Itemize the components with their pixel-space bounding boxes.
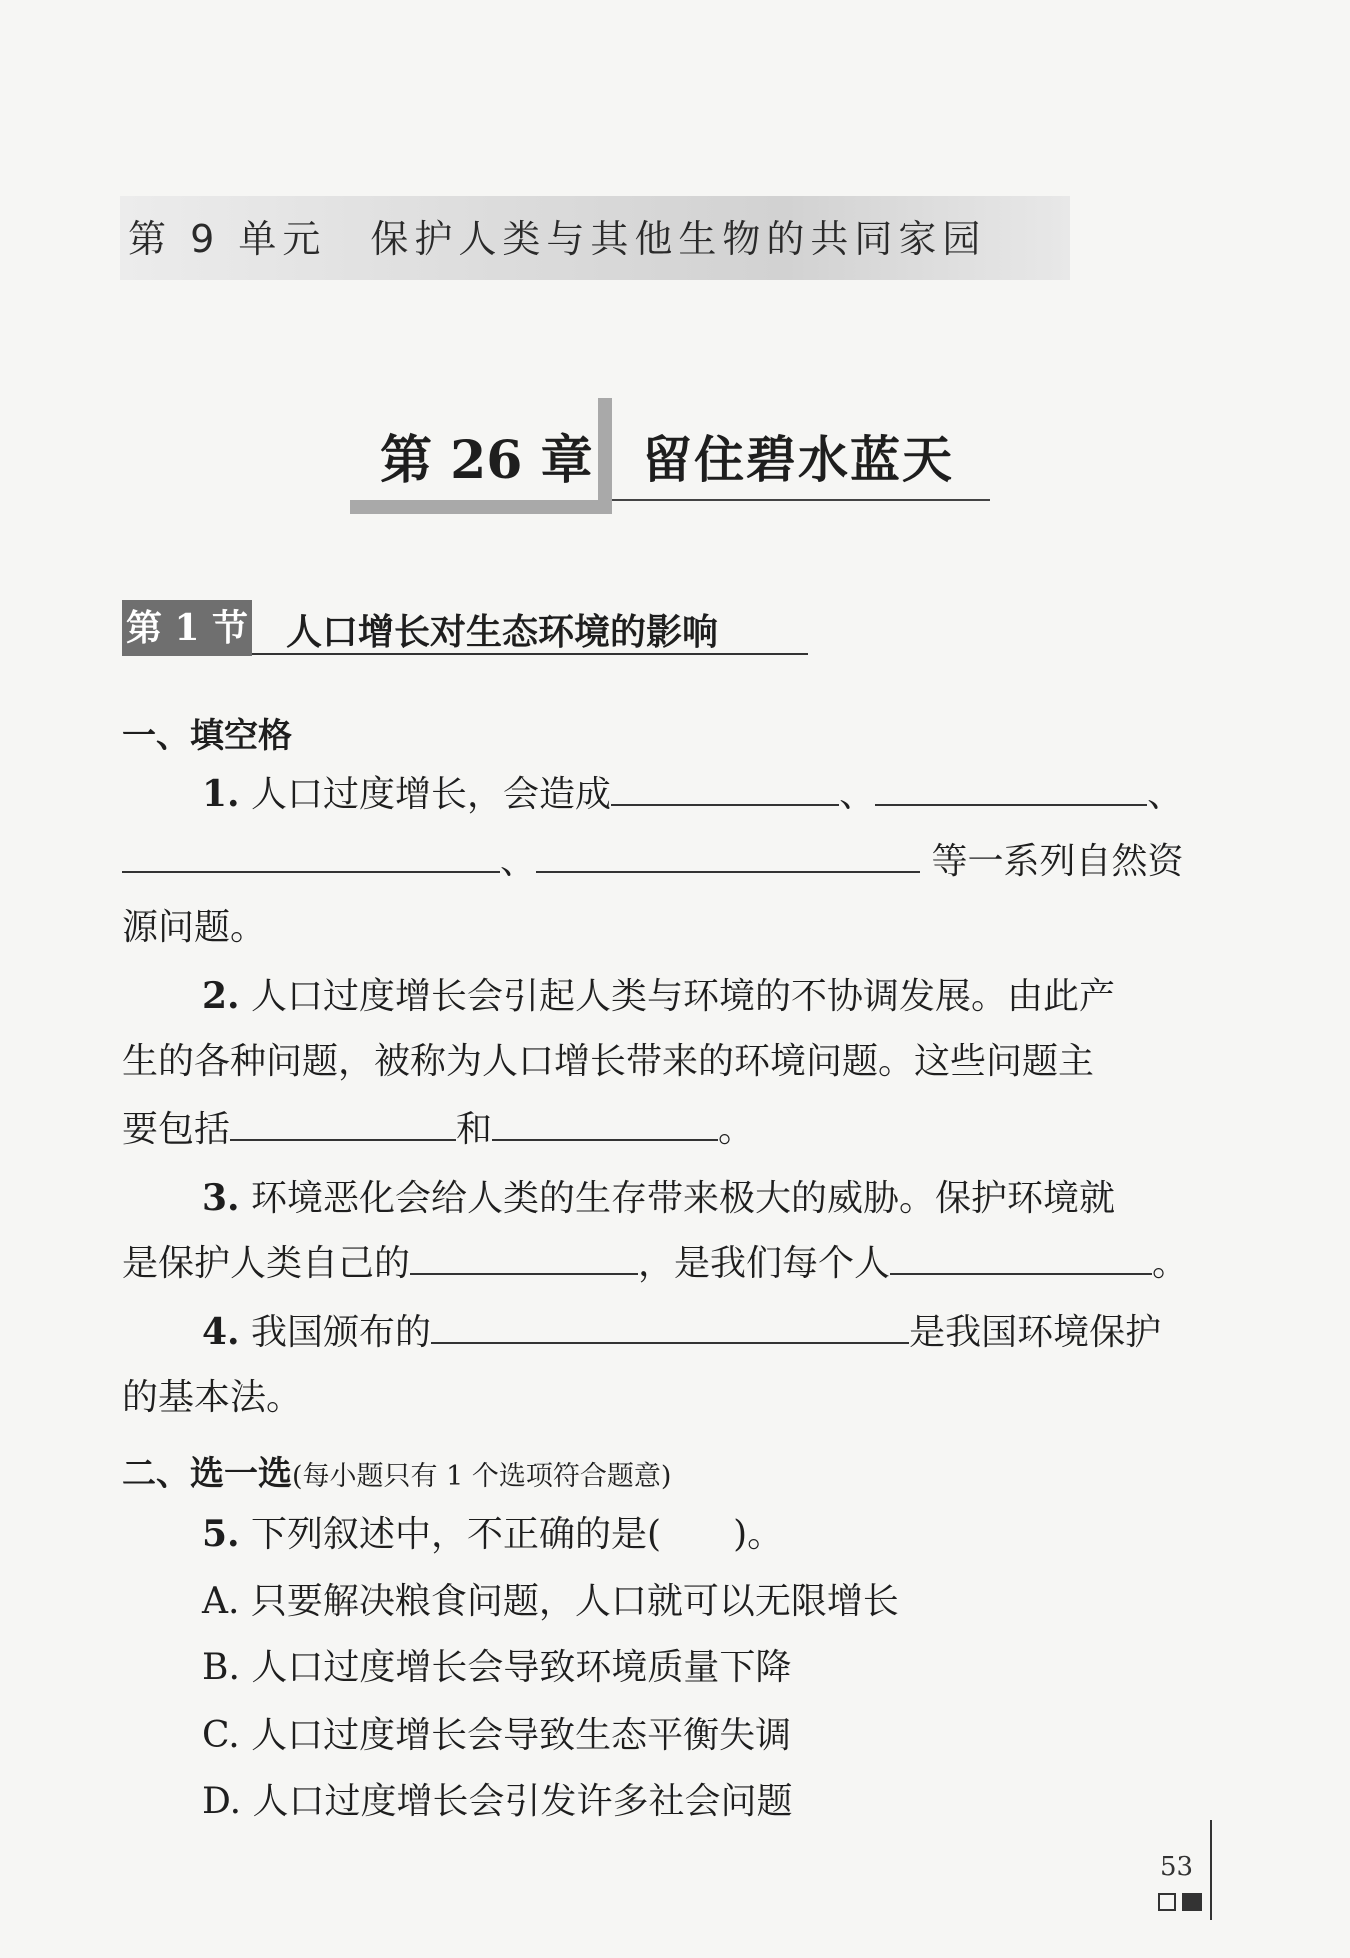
q5-option-a-letter: A. [202, 1581, 240, 1622]
q3-line2 [122, 1242, 1188, 1286]
q1-text-a: 人口过度增长，会造成 [251, 774, 612, 815]
q2-text-a: 要包括 [122, 1109, 231, 1150]
page-number-rule [1210, 1820, 1212, 1920]
q2-line1 [202, 974, 1115, 1019]
q5-option-c[interactable] [202, 1714, 791, 1758]
q1-line1 [202, 772, 1183, 817]
q5-option-b[interactable] [202, 1646, 791, 1690]
part2-heading-note: (每小题只有 1 个选项符合题意) [292, 1461, 672, 1492]
q2-text-b: 和 [456, 1109, 493, 1150]
q4-blank-1[interactable] [431, 1312, 909, 1344]
open-square-icon [1158, 1893, 1176, 1911]
q1-number: 1. [202, 773, 240, 815]
q4-text-a: 我国颁布的 [251, 1312, 432, 1353]
section-title: 人口增长对生态环境的影响 [286, 611, 719, 653]
q4-line2: 的基本法。 [122, 1377, 303, 1418]
q5-option-d[interactable] [202, 1780, 793, 1824]
q5-number: 5. [202, 1513, 240, 1555]
q2-line3 [122, 1108, 754, 1152]
q2-blank-2[interactable] [492, 1109, 718, 1141]
q2-text-c: 。 [718, 1109, 755, 1150]
q2-number: 2. [202, 975, 240, 1017]
q1-line3: 源问题。 [122, 907, 267, 948]
q5-option-c-text: 人口过度增长会导致生态平衡失调 [251, 1715, 792, 1756]
chapter-underline-thin [612, 499, 990, 501]
q1-line2 [122, 840, 1183, 884]
q1-sep-3: 、 [500, 841, 537, 882]
chapter-title: 留住碧水蓝天 [642, 430, 954, 489]
q2-text-line1: 人口过度增长会引起人类与环境的不协调发展。由此产 [251, 976, 1116, 1017]
q1-blank-3[interactable] [122, 841, 500, 873]
q1-blank-1[interactable] [611, 774, 839, 806]
q5-option-a[interactable] [202, 1580, 899, 1624]
section-tag: 第 1 节 [122, 600, 252, 656]
q5-option-b-text: 人口过度增长会导致环境质量下降 [251, 1647, 792, 1688]
q1-sep-1: 、 [839, 774, 876, 815]
q5-option-b-letter: B. [202, 1647, 240, 1688]
q4-text-b: 是我国环境保护 [909, 1312, 1162, 1353]
q3-text-c: 。 [1152, 1243, 1189, 1284]
q3-blank-1[interactable] [410, 1243, 638, 1275]
page-number: 53 [1160, 1852, 1194, 1882]
q5-option-c-letter: C. [202, 1715, 240, 1756]
q3-text-a: 是保护人类自己的 [122, 1243, 411, 1284]
q3-text-line1: 环境恶化会给人类的生存带来极大的威胁。保护环境就 [251, 1178, 1116, 1219]
filled-square-icon [1182, 1893, 1202, 1911]
q5-line1 [202, 1512, 783, 1557]
q5-option-d-letter: D. [202, 1781, 242, 1822]
q2-line2: 生的各种问题，被称为人口增长带来的环境问题。这些问题主 [122, 1041, 1095, 1082]
chapter-header [350, 398, 990, 518]
q4-line1 [202, 1310, 1161, 1355]
section-underline [252, 653, 808, 655]
part2-heading [122, 1446, 671, 1495]
q1-sep-2: 、 [1147, 774, 1184, 815]
unit-title: 第 9 单元 保护人类与其他生物的共同家园 [128, 217, 987, 261]
part1-heading: 一、填空格 [122, 716, 292, 756]
q1-blank-2[interactable] [875, 774, 1147, 806]
q4-number: 4. [202, 1311, 240, 1353]
chapter-number: 第 26 章 [380, 430, 593, 491]
chapter-underline-thick [350, 500, 612, 514]
q2-blank-1[interactable] [230, 1109, 456, 1141]
q3-blank-2[interactable] [890, 1243, 1152, 1275]
q3-number: 3. [202, 1177, 240, 1219]
part2-heading-text: 二、选一选 [122, 1454, 292, 1494]
q1-blank-4[interactable] [536, 841, 920, 873]
chapter-divider-bar [598, 398, 612, 514]
q1-text-b: 等一系列自然资 [931, 841, 1184, 882]
q5-option-a-text: 只要解决粮食问题，人口就可以无限增长 [250, 1581, 899, 1622]
q3-text-b: ，是我们每个人 [638, 1243, 891, 1284]
q5-option-d-text: 人口过度增长会引发许多社会问题 [252, 1781, 793, 1822]
q5-text: 下列叙述中，不正确的是( )。 [251, 1514, 784, 1555]
q3-line1 [202, 1176, 1115, 1221]
